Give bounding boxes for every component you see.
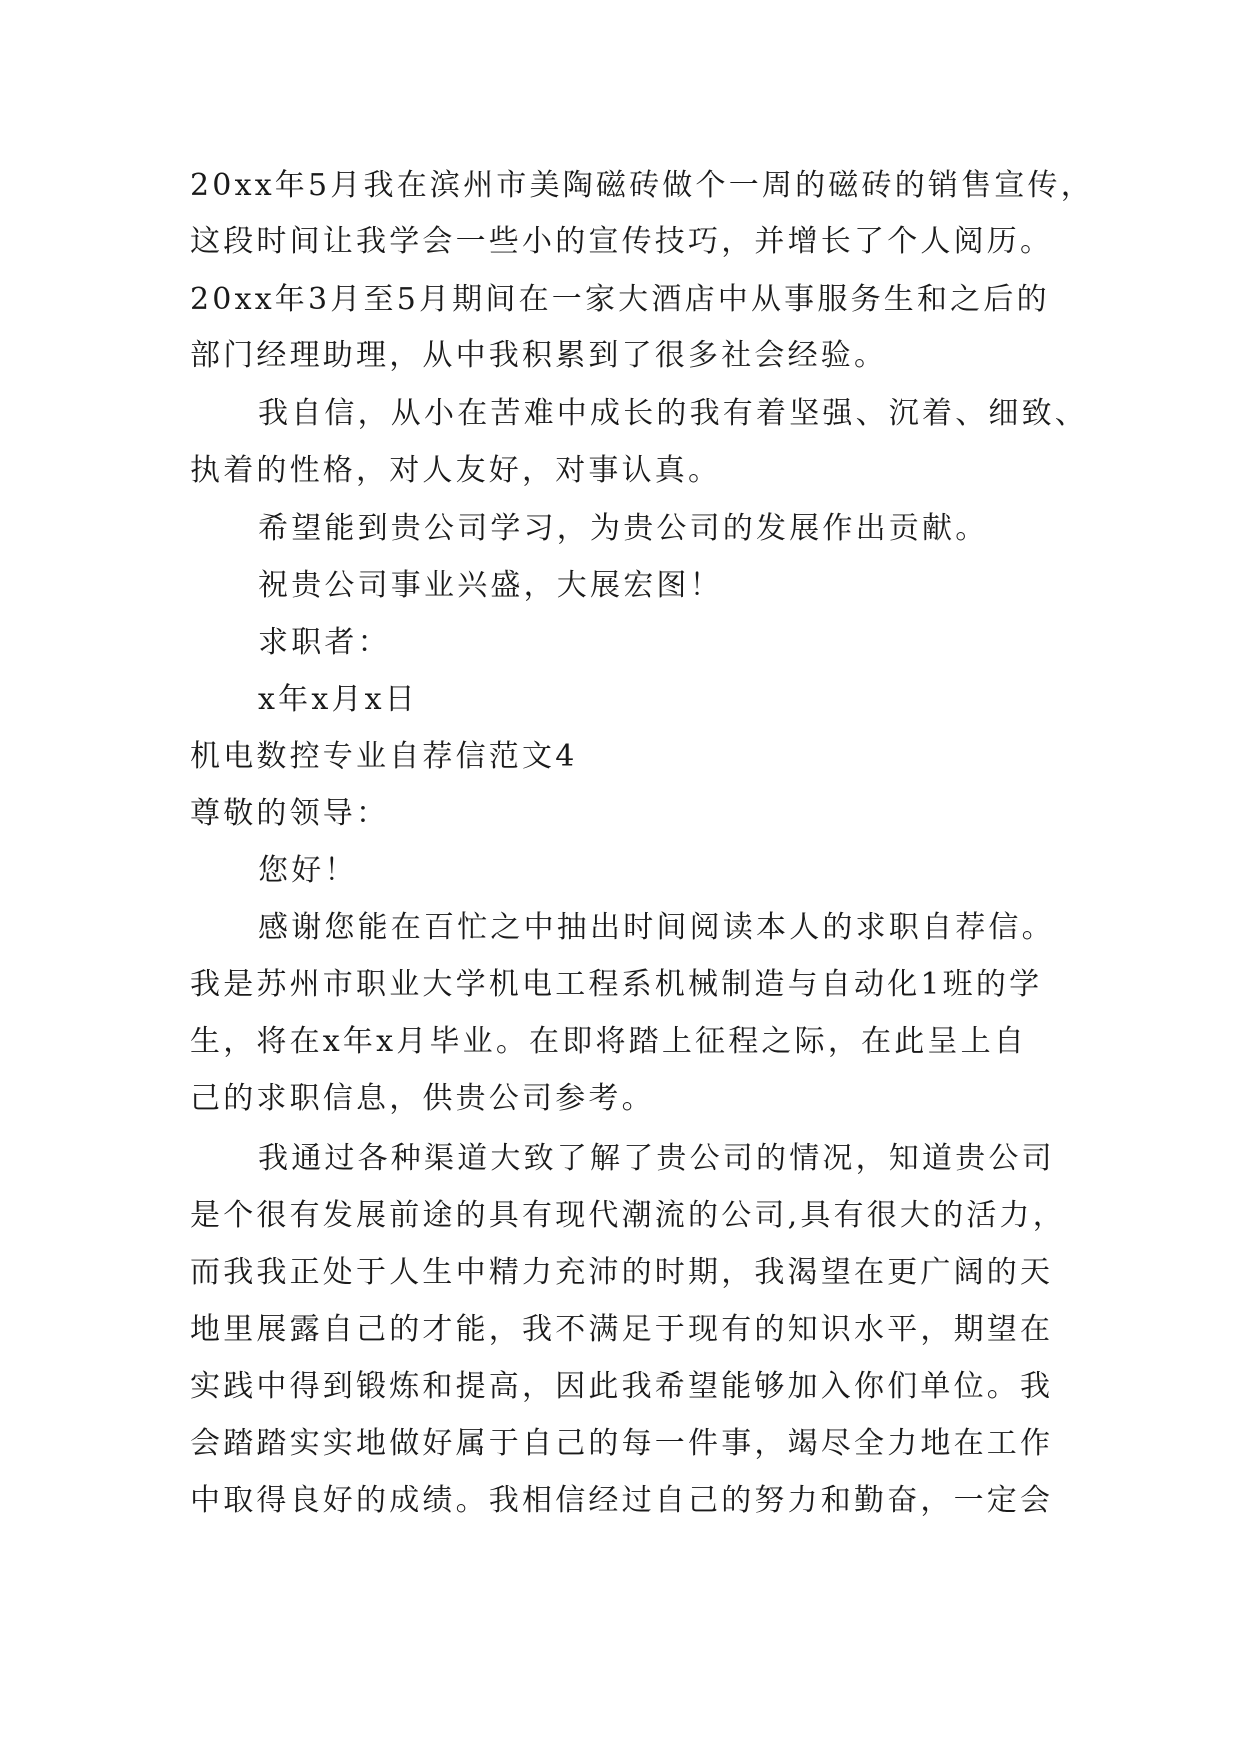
text-line: 实践中得到锻炼和提高，因此我希望能够加入你们单位。我: [190, 1369, 1054, 1404]
text-line: 部门经理助理，从中我积累到了很多社会经验。: [190, 338, 888, 373]
text-line: 感谢您能在百忙之中抽出时间阅读本人的求职自荐信。: [258, 910, 1055, 945]
text-line: 执着的性格，对人友好，对事认真。: [190, 453, 722, 488]
text-line: 地里展露自己的才能，我不满足于现有的知识水平，期望在: [190, 1312, 1054, 1347]
text-line: 祝贵公司事业兴盛，大展宏图！: [258, 568, 723, 603]
text-line: 20xx年5月我在滨州市美陶磁砖做个一周的磁砖的销售宣传，: [190, 168, 1094, 203]
text-line: 20xx年3月至5月期间在一家大酒店中从事服务生和之后的: [190, 282, 1050, 317]
greeting: 您好！: [258, 853, 358, 888]
text-line: 希望能到贵公司学习，为贵公司的发展作出贡献。: [258, 511, 989, 546]
date-line: x年x月x日: [258, 682, 418, 717]
text-line: 我通过各种渠道大致了解了贵公司的情况，知道贵公司: [258, 1141, 1055, 1176]
text-line: 这段时间让我学会一些小的宣传技巧，并增长了个人阅历。: [190, 224, 1054, 259]
text-line: 中取得良好的成绩。我相信经过自己的努力和勤奋，一定会: [190, 1483, 1054, 1518]
signature-label: 求职者：: [258, 625, 391, 660]
text-line: 是个很有发展前途的具有现代潮流的公司,具有很大的活力，: [190, 1198, 1066, 1233]
text-line: 生，将在x年x月毕业。在即将踏上征程之际，在此呈上自: [190, 1024, 1028, 1059]
text-line: 我是苏州市职业大学机电工程系机械制造与自动化1班的学: [190, 967, 1043, 1002]
text-line: 而我我正处于人生中精力充沛的时期，我渴望在更广阔的天: [190, 1255, 1054, 1290]
salutation: 尊敬的领导：: [190, 796, 390, 831]
text-line: 会踏踏实实地做好属于自己的每一件事，竭尽全力地在工作: [190, 1426, 1054, 1461]
section-title: 机电数控专业自荐信范文4: [190, 739, 578, 774]
text-line: 己的求职信息，供贵公司参考。: [190, 1081, 655, 1116]
text-line: 我自信，从小在苦难中成长的我有着坚强、沉着、细致、: [258, 396, 1088, 431]
